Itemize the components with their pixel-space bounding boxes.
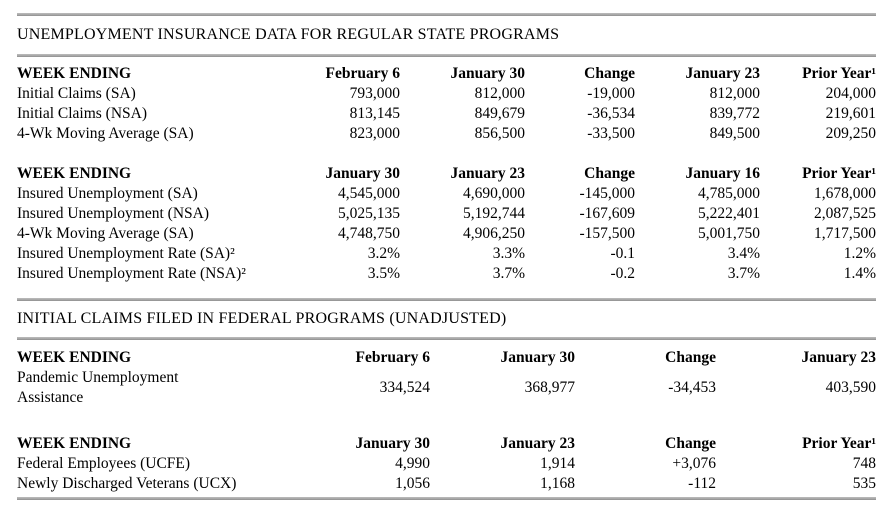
column-header: February 6	[355, 349, 430, 366]
table-cell: 3.7%	[727, 265, 760, 282]
table-cell: 4,545,000	[338, 185, 400, 202]
row-label: Newly Discharged Veterans (UCX)	[17, 475, 237, 492]
table-cell: 209,250	[825, 125, 876, 142]
table-cell: 4,785,000	[698, 185, 760, 202]
table-cell: 3.2%	[367, 245, 400, 262]
column-header: January 30	[355, 435, 430, 452]
table-cell: 4,990	[395, 455, 430, 472]
table-cell: 5,001,750	[698, 225, 760, 242]
row-label: Federal Employees (UCFE)	[17, 455, 191, 472]
table-cell: 3.5%	[367, 265, 400, 282]
column-header: WEEK ENDING	[17, 65, 132, 82]
table-cell: 1,056	[395, 475, 430, 492]
column-header: Change	[665, 349, 716, 366]
table-cell: 748	[852, 455, 876, 472]
table-cell: 812,000	[474, 85, 525, 102]
table-cell: 4,690,000	[463, 185, 525, 202]
table-cell: 839,772	[709, 105, 760, 122]
column-header: January 30	[450, 65, 525, 82]
table-cell: -112	[688, 475, 716, 492]
table-cell: 3.3%	[492, 245, 525, 262]
table-cell: -145,000	[579, 185, 635, 202]
table-cell: -0.1	[610, 245, 635, 262]
table-cell: 219,601	[825, 105, 876, 122]
section-title-federal-programs: INITIAL CLAIMS FILED IN FEDERAL PROGRAMS (UNADJUSTED)	[17, 310, 507, 327]
row-label: Insured Unemployment Rate (NSA)²	[17, 265, 246, 282]
column-header: WEEK ENDING	[17, 349, 132, 366]
table-cell: -19,000	[587, 85, 635, 102]
column-header: Prior Year¹	[802, 65, 876, 82]
table-federal-pua	[17, 348, 876, 408]
column-header: Change	[584, 65, 635, 82]
column-header: Prior Year¹	[802, 435, 876, 452]
column-header: WEEK ENDING	[17, 165, 132, 182]
row-label: Insured Unemployment (SA)	[17, 185, 198, 202]
row-label: Insured Unemployment Rate (SA)²	[17, 245, 235, 262]
table-cell: 5,222,401	[698, 205, 760, 222]
table-state-initial-claims	[17, 64, 876, 144]
column-header: Change	[584, 165, 635, 182]
column-header: Prior Year¹	[802, 165, 876, 182]
table-cell: 1,678,000	[814, 185, 876, 202]
unemployment-insurance-report	[17, 0, 876, 500]
table-federal-ucfe-ucx	[17, 434, 876, 494]
table-cell: 368,977	[524, 379, 575, 396]
table-cell: 793,000	[349, 85, 400, 102]
row-label: Initial Claims (SA)	[17, 85, 136, 102]
table-cell: 812,000	[709, 85, 760, 102]
table-cell: 535	[852, 475, 876, 492]
divider-under-state-title	[17, 54, 876, 57]
column-header: January 30	[500, 349, 575, 366]
table-cell: 1.2%	[843, 245, 876, 262]
table-cell: 813,145	[349, 105, 400, 122]
row-label: 4-Wk Moving Average (SA)	[17, 125, 194, 142]
column-header: January 23	[801, 349, 876, 366]
table-cell: 849,679	[474, 105, 525, 122]
table-cell: 5,025,135	[338, 205, 400, 222]
row-label: Initial Claims (NSA)	[17, 105, 148, 122]
column-header: January 23	[500, 435, 575, 452]
table-cell: 1.4%	[843, 265, 876, 282]
table-cell: 1,717,500	[814, 225, 876, 242]
column-header: January 16	[685, 165, 760, 182]
section-title-state-programs: UNEMPLOYMENT INSURANCE DATA FOR REGULAR STATE PROGRAMS	[17, 26, 560, 43]
table-cell: 3.7%	[492, 265, 525, 282]
row-label: Insured Unemployment (NSA)	[17, 205, 209, 222]
table-cell: -167,609	[579, 205, 635, 222]
table-cell: 856,500	[474, 125, 525, 142]
table-cell: 1,168	[540, 475, 575, 492]
column-header: January 30	[325, 165, 400, 182]
table-cell: +3,076	[672, 455, 716, 472]
divider-bottom	[17, 497, 876, 500]
column-header: January 23	[685, 65, 760, 82]
table-cell: 204,000	[825, 85, 876, 102]
divider-under-federal-title	[17, 337, 876, 340]
table-cell: 823,000	[349, 125, 400, 142]
table-cell: 4,906,250	[463, 225, 525, 242]
table-cell: 334,524	[379, 379, 430, 396]
table-cell: -0.2	[610, 265, 635, 282]
table-cell: -34,453	[668, 379, 716, 396]
table-cell: 2,087,525	[814, 205, 876, 222]
table-cell: -33,500	[587, 125, 635, 142]
table-cell: 1,914	[540, 455, 575, 472]
row-label: Pandemic Unemployment Assistance	[17, 369, 179, 406]
table-cell: 849,500	[709, 125, 760, 142]
column-header: January 23	[450, 165, 525, 182]
table-cell: -157,500	[579, 225, 635, 242]
table-cell: 3.4%	[727, 245, 760, 262]
column-header: Change	[665, 435, 716, 452]
column-header: WEEK ENDING	[17, 435, 132, 452]
table-cell: 5,192,744	[463, 205, 525, 222]
table-cell: 403,590	[825, 379, 876, 396]
row-label: 4-Wk Moving Average (SA)	[17, 225, 194, 242]
column-header: February 6	[325, 65, 400, 82]
table-state-insured-unemployment	[17, 164, 876, 284]
table-cell: 4,748,750	[338, 225, 400, 242]
table-cell: -36,534	[587, 105, 635, 122]
